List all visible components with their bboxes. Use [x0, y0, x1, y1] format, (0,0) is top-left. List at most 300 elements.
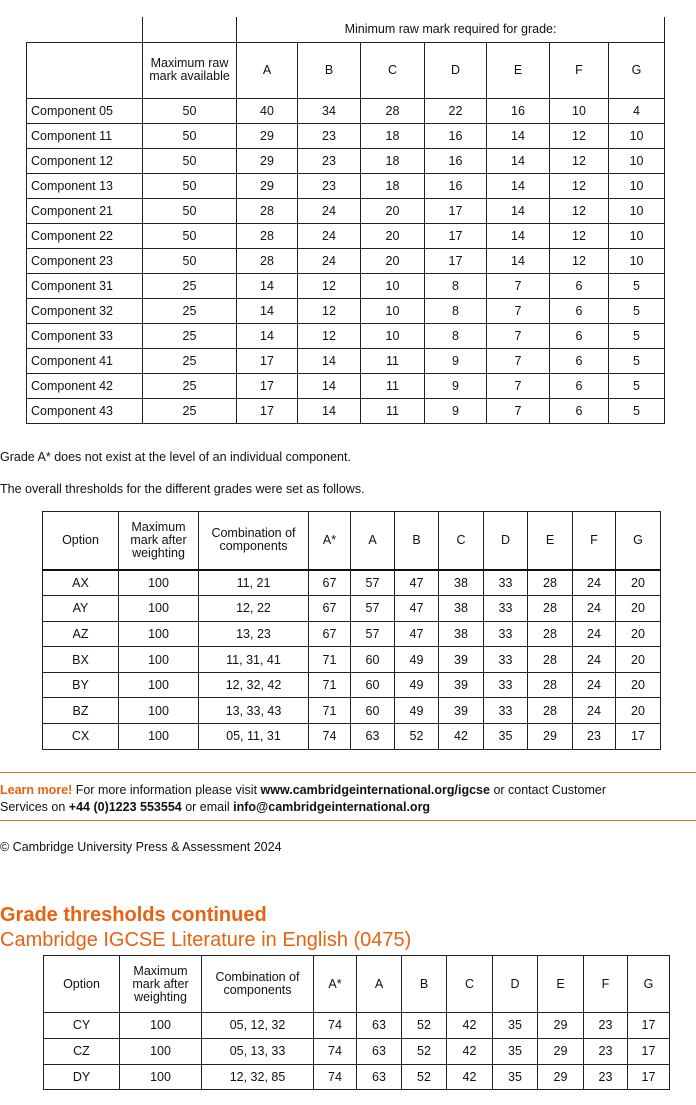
table-row — [44, 1064, 670, 1090]
max-mark-cell: 50 — [143, 148, 237, 173]
mark-cell: 35 — [484, 724, 528, 750]
option-cell: CX — [43, 724, 119, 750]
max-mark-cell: 100 — [120, 1038, 202, 1064]
mark-cell: 12 — [550, 123, 609, 148]
mark-cell: 14 — [298, 398, 361, 423]
mark-cell: 17 — [628, 1038, 670, 1064]
mark-cell: 23 — [573, 724, 616, 750]
table-row — [27, 398, 665, 423]
grade-header: D — [493, 956, 538, 1013]
component-name: Component 11 — [27, 123, 143, 148]
option-cell: DY — [44, 1064, 120, 1090]
max-mark-cell: 100 — [119, 596, 199, 622]
mark-cell: 29 — [538, 1013, 584, 1039]
table-row — [27, 273, 665, 298]
mark-cell: 6 — [550, 298, 609, 323]
mark-cell: 14 — [237, 323, 298, 348]
mark-cell: 42 — [447, 1013, 493, 1039]
footer-text: or email — [181, 800, 234, 814]
mark-cell: 60 — [351, 698, 395, 724]
mark-cell: 22 — [425, 98, 487, 123]
component-name: Component 32 — [27, 298, 143, 323]
mark-cell: 12 — [550, 173, 609, 198]
mark-cell: 8 — [425, 298, 487, 323]
table-row — [27, 98, 665, 123]
mark-cell: 14 — [487, 223, 550, 248]
mark-cell: 35 — [493, 1013, 538, 1039]
mark-cell: 16 — [487, 98, 550, 123]
grade-header: E — [487, 42, 550, 98]
mark-cell: 52 — [402, 1064, 447, 1090]
mark-cell: 18 — [361, 123, 425, 148]
table-row — [43, 570, 661, 596]
component-name: Component 21 — [27, 198, 143, 223]
footer-text: or contact Customer — [489, 783, 606, 797]
mark-cell: 24 — [573, 647, 616, 673]
max-mark-cell: 100 — [120, 1064, 202, 1090]
mark-cell: 28 — [237, 198, 298, 223]
mark-cell: 10 — [609, 123, 665, 148]
max-mark-cell: 25 — [143, 323, 237, 348]
table-row — [43, 672, 661, 698]
mark-cell: 67 — [309, 621, 351, 647]
mark-cell: 28 — [361, 98, 425, 123]
mark-cell: 7 — [487, 348, 550, 373]
mark-cell: 7 — [487, 323, 550, 348]
mark-cell: 29 — [538, 1064, 584, 1090]
blank-cell — [27, 17, 143, 42]
component-name: Component 42 — [27, 373, 143, 398]
mark-cell: 12 — [298, 273, 361, 298]
combination-cell: 11, 21 — [199, 570, 309, 596]
max-after-weighting-header: Maximum mark after weighting — [119, 512, 199, 570]
mark-cell: 9 — [425, 373, 487, 398]
astar-note: Grade A* does not exist at the level of an individual component. — [0, 450, 351, 464]
mark-cell: 74 — [309, 724, 351, 750]
table-row — [27, 223, 665, 248]
grade-header: A — [351, 512, 395, 570]
mark-cell: 11 — [361, 373, 425, 398]
mark-cell: 42 — [447, 1064, 493, 1090]
mark-cell: 24 — [573, 672, 616, 698]
footer-text: Services on — [0, 800, 69, 814]
mark-cell: 24 — [573, 596, 616, 622]
mark-cell: 28 — [237, 248, 298, 273]
mark-cell: 7 — [487, 273, 550, 298]
combination-cell: 05, 12, 32 — [202, 1013, 314, 1039]
mark-cell: 28 — [237, 223, 298, 248]
max-mark-cell: 25 — [143, 398, 237, 423]
mark-cell: 71 — [309, 698, 351, 724]
mark-cell: 60 — [351, 647, 395, 673]
mark-cell: 39 — [439, 672, 484, 698]
table-row — [43, 698, 661, 724]
mark-cell: 52 — [402, 1013, 447, 1039]
mark-cell: 10 — [609, 223, 665, 248]
mark-cell: 71 — [309, 672, 351, 698]
component-threshold-table — [26, 17, 665, 424]
table-row — [43, 621, 661, 647]
mark-cell: 23 — [298, 148, 361, 173]
option-cell: BY — [43, 672, 119, 698]
mark-cell: 10 — [361, 323, 425, 348]
mark-cell: 29 — [237, 173, 298, 198]
option-cell: BZ — [43, 698, 119, 724]
mark-cell: 38 — [439, 570, 484, 596]
mark-cell: 7 — [487, 398, 550, 423]
grade-header: B — [395, 512, 439, 570]
website-link[interactable]: www.cambridgeinternational.org/igcse — [260, 783, 490, 797]
max-mark-cell: 50 — [143, 223, 237, 248]
mark-cell: 17 — [237, 398, 298, 423]
mark-cell: 29 — [538, 1038, 584, 1064]
max-mark-cell: 25 — [143, 373, 237, 398]
option-header: Option — [44, 956, 120, 1013]
blank-cell — [143, 17, 237, 42]
mark-cell: 29 — [528, 724, 573, 750]
option-cell: CY — [44, 1013, 120, 1039]
mark-cell: 6 — [550, 398, 609, 423]
mark-cell: 39 — [439, 698, 484, 724]
mark-cell: 14 — [237, 298, 298, 323]
grade-header: C — [447, 956, 493, 1013]
max-mark-cell: 100 — [119, 672, 199, 698]
mark-cell: 12 — [298, 323, 361, 348]
mark-cell: 14 — [487, 148, 550, 173]
option-header: Option — [43, 512, 119, 570]
mark-cell: 28 — [528, 596, 573, 622]
mark-cell: 7 — [487, 373, 550, 398]
mark-cell: 47 — [395, 570, 439, 596]
mark-cell: 28 — [528, 570, 573, 596]
mark-cell: 49 — [395, 672, 439, 698]
table-row — [27, 348, 665, 373]
component-name: Component 05 — [27, 98, 143, 123]
mark-cell: 20 — [616, 698, 661, 724]
mark-cell: 57 — [351, 596, 395, 622]
grade-header: A* — [309, 512, 351, 570]
continued-title: Grade thresholds continued — [0, 904, 267, 926]
max-mark-cell: 50 — [143, 98, 237, 123]
mark-cell: 23 — [584, 1064, 628, 1090]
mark-cell: 17 — [237, 373, 298, 398]
component-name: Component 41 — [27, 348, 143, 373]
mark-cell: 52 — [395, 724, 439, 750]
combination-cell: 05, 13, 33 — [202, 1038, 314, 1064]
mark-cell: 17 — [628, 1013, 670, 1039]
mark-cell: 5 — [609, 373, 665, 398]
combination-cell: 12, 32, 42 — [199, 672, 309, 698]
mark-cell: 20 — [616, 570, 661, 596]
mark-cell: 23 — [298, 123, 361, 148]
option-cell: AZ — [43, 621, 119, 647]
grade-header: D — [425, 42, 487, 98]
mark-cell: 14 — [487, 198, 550, 223]
mark-cell: 16 — [425, 123, 487, 148]
mark-cell: 17 — [616, 724, 661, 750]
grade-header: G — [616, 512, 661, 570]
mark-cell: 33 — [484, 672, 528, 698]
mark-cell: 67 — [309, 596, 351, 622]
mark-cell: 33 — [484, 698, 528, 724]
mark-cell: 14 — [487, 173, 550, 198]
mark-cell: 16 — [425, 148, 487, 173]
mark-cell: 8 — [425, 273, 487, 298]
combination-cell: 12, 32, 85 — [202, 1064, 314, 1090]
phone-number: +44 (0)1223 553554 — [68, 800, 182, 814]
combination-cell: 05, 11, 31 — [199, 724, 309, 750]
mark-cell: 28 — [528, 672, 573, 698]
grade-header: B — [402, 956, 447, 1013]
mark-cell: 14 — [487, 248, 550, 273]
mark-cell: 9 — [425, 348, 487, 373]
email-link[interactable]: info@cambridgeinternational.org — [233, 800, 431, 814]
mark-cell: 74 — [314, 1038, 357, 1064]
mark-cell: 14 — [298, 373, 361, 398]
mark-cell: 6 — [550, 348, 609, 373]
max-mark-cell: 100 — [119, 724, 199, 750]
mark-cell: 24 — [298, 248, 361, 273]
grade-header: C — [361, 42, 425, 98]
mark-cell: 33 — [484, 647, 528, 673]
grade-header: E — [538, 956, 584, 1013]
mark-cell: 29 — [237, 148, 298, 173]
mark-cell: 12 — [550, 248, 609, 273]
grade-header: F — [584, 956, 628, 1013]
mark-cell: 6 — [550, 323, 609, 348]
mark-cell: 63 — [351, 724, 395, 750]
mark-cell: 6 — [550, 373, 609, 398]
grade-header: B — [298, 42, 361, 98]
mark-cell: 12 — [550, 148, 609, 173]
mark-cell: 49 — [395, 647, 439, 673]
table-row — [27, 198, 665, 223]
grade-header: G — [628, 956, 670, 1013]
grade-header: A — [237, 42, 298, 98]
option-cell: BX — [43, 647, 119, 673]
copyright: © Cambridge University Press & Assessment 2024 — [0, 840, 282, 854]
mark-cell: 10 — [609, 148, 665, 173]
mark-cell: 12 — [550, 198, 609, 223]
mark-cell: 28 — [528, 647, 573, 673]
max-mark-header: Maximum raw mark available — [143, 42, 237, 98]
mark-cell: 24 — [298, 223, 361, 248]
mark-cell: 57 — [351, 570, 395, 596]
mark-cell: 17 — [237, 348, 298, 373]
table-row — [44, 1038, 670, 1064]
option-cell: CZ — [44, 1038, 120, 1064]
mark-cell: 29 — [237, 123, 298, 148]
mark-cell: 67 — [309, 570, 351, 596]
mark-cell: 33 — [484, 621, 528, 647]
mark-cell: 17 — [425, 223, 487, 248]
max-mark-cell: 50 — [143, 198, 237, 223]
mark-cell: 8 — [425, 323, 487, 348]
mark-cell: 20 — [361, 248, 425, 273]
mark-cell: 12 — [298, 298, 361, 323]
overall-threshold-table — [42, 511, 661, 750]
combination-cell: 13, 33, 43 — [199, 698, 309, 724]
mark-cell: 42 — [439, 724, 484, 750]
mark-cell: 16 — [425, 173, 487, 198]
grade-header: F — [573, 512, 616, 570]
mark-cell: 5 — [609, 398, 665, 423]
component-name: Component 12 — [27, 148, 143, 173]
max-mark-cell: 25 — [143, 348, 237, 373]
mark-cell: 10 — [609, 198, 665, 223]
mark-cell: 11 — [361, 398, 425, 423]
max-mark-cell: 25 — [143, 298, 237, 323]
grade-header: A* — [314, 956, 357, 1013]
mark-cell: 57 — [351, 621, 395, 647]
mark-cell: 24 — [298, 198, 361, 223]
component-name: Component 31 — [27, 273, 143, 298]
max-mark-cell: 25 — [143, 273, 237, 298]
table-row — [27, 373, 665, 398]
mark-cell: 9 — [425, 398, 487, 423]
max-mark-cell: 100 — [119, 621, 199, 647]
blank-cell — [27, 42, 143, 98]
mark-cell: 6 — [550, 273, 609, 298]
grade-header: G — [609, 42, 665, 98]
mark-cell: 42 — [447, 1038, 493, 1064]
mark-cell: 5 — [609, 298, 665, 323]
table-row — [43, 596, 661, 622]
grade-header: C — [439, 512, 484, 570]
mark-cell: 39 — [439, 647, 484, 673]
mark-cell: 10 — [609, 248, 665, 273]
mark-cell: 24 — [573, 621, 616, 647]
divider — [0, 772, 696, 773]
mark-cell: 52 — [402, 1038, 447, 1064]
mark-cell: 20 — [361, 223, 425, 248]
table-row — [27, 123, 665, 148]
learn-more-block — [0, 782, 606, 816]
mark-cell: 11 — [361, 348, 425, 373]
mark-cell: 18 — [361, 148, 425, 173]
grade-header: A — [357, 956, 402, 1013]
mark-cell: 38 — [439, 596, 484, 622]
mark-cell: 5 — [609, 323, 665, 348]
mark-cell: 14 — [298, 348, 361, 373]
component-name: Component 23 — [27, 248, 143, 273]
mark-cell: 63 — [357, 1064, 402, 1090]
max-mark-cell: 50 — [143, 248, 237, 273]
mark-cell: 34 — [298, 98, 361, 123]
component-name: Component 13 — [27, 173, 143, 198]
mark-cell: 20 — [616, 596, 661, 622]
option-cell: AY — [43, 596, 119, 622]
mark-cell: 10 — [361, 298, 425, 323]
mark-cell: 71 — [309, 647, 351, 673]
grade-header: E — [528, 512, 573, 570]
mark-cell: 40 — [237, 98, 298, 123]
max-after-weighting-header: Maximum mark after weighting — [120, 956, 202, 1013]
table-row — [43, 724, 661, 750]
mark-cell: 20 — [616, 672, 661, 698]
mark-cell: 28 — [528, 621, 573, 647]
mark-cell: 7 — [487, 298, 550, 323]
combination-cell: 12, 22 — [199, 596, 309, 622]
mark-cell: 35 — [493, 1038, 538, 1064]
max-mark-cell: 50 — [143, 173, 237, 198]
table-row — [27, 298, 665, 323]
mark-cell: 20 — [616, 621, 661, 647]
option-cell: AX — [43, 570, 119, 596]
mark-cell: 18 — [361, 173, 425, 198]
table-row — [43, 647, 661, 673]
mark-cell: 5 — [609, 273, 665, 298]
overall-intro: The overall thresholds for the different grades were set as follows. — [0, 482, 365, 496]
mark-cell: 47 — [395, 596, 439, 622]
max-mark-cell: 100 — [120, 1013, 202, 1039]
mark-cell: 33 — [484, 570, 528, 596]
mark-cell: 23 — [584, 1038, 628, 1064]
mark-cell: 17 — [425, 198, 487, 223]
mark-cell: 10 — [609, 173, 665, 198]
mark-cell: 74 — [314, 1064, 357, 1090]
mark-cell: 47 — [395, 621, 439, 647]
grade-super-header: Minimum raw mark required for grade: — [237, 17, 665, 42]
combination-header: Combination of components — [202, 956, 314, 1013]
combination-cell: 13, 23 — [199, 621, 309, 647]
grade-header: F — [550, 42, 609, 98]
mark-cell: 5 — [609, 348, 665, 373]
footer-text: For more information please visit — [72, 783, 261, 797]
mark-cell: 10 — [550, 98, 609, 123]
mark-cell: 38 — [439, 621, 484, 647]
mark-cell: 28 — [528, 698, 573, 724]
mark-cell: 33 — [484, 596, 528, 622]
max-mark-cell: 100 — [119, 647, 199, 673]
mark-cell: 17 — [628, 1064, 670, 1090]
mark-cell: 63 — [357, 1013, 402, 1039]
max-mark-cell: 100 — [119, 570, 199, 596]
mark-cell: 74 — [314, 1013, 357, 1039]
mark-cell: 10 — [361, 273, 425, 298]
max-mark-cell: 100 — [119, 698, 199, 724]
mark-cell: 23 — [584, 1013, 628, 1039]
mark-cell: 35 — [493, 1064, 538, 1090]
learn-more-label: Learn more! — [0, 783, 73, 797]
table-row — [27, 248, 665, 273]
continued-subtitle: Cambridge IGCSE Literature in English (0475) — [0, 929, 412, 951]
mark-cell: 60 — [351, 672, 395, 698]
mark-cell: 20 — [616, 647, 661, 673]
table-row — [27, 173, 665, 198]
mark-cell: 14 — [237, 273, 298, 298]
component-name: Component 43 — [27, 398, 143, 423]
mark-cell: 4 — [609, 98, 665, 123]
mark-cell: 24 — [573, 570, 616, 596]
component-name: Component 33 — [27, 323, 143, 348]
grade-header: D — [484, 512, 528, 570]
mark-cell: 24 — [573, 698, 616, 724]
mark-cell: 49 — [395, 698, 439, 724]
component-name: Component 22 — [27, 223, 143, 248]
max-mark-cell: 50 — [143, 123, 237, 148]
table-row — [27, 148, 665, 173]
mark-cell: 20 — [361, 198, 425, 223]
mark-cell: 14 — [487, 123, 550, 148]
mark-cell: 17 — [425, 248, 487, 273]
mark-cell: 23 — [298, 173, 361, 198]
divider — [0, 820, 696, 821]
mark-cell: 12 — [550, 223, 609, 248]
mark-cell: 63 — [357, 1038, 402, 1064]
table-row — [27, 323, 665, 348]
continued-threshold-table — [43, 955, 670, 1090]
